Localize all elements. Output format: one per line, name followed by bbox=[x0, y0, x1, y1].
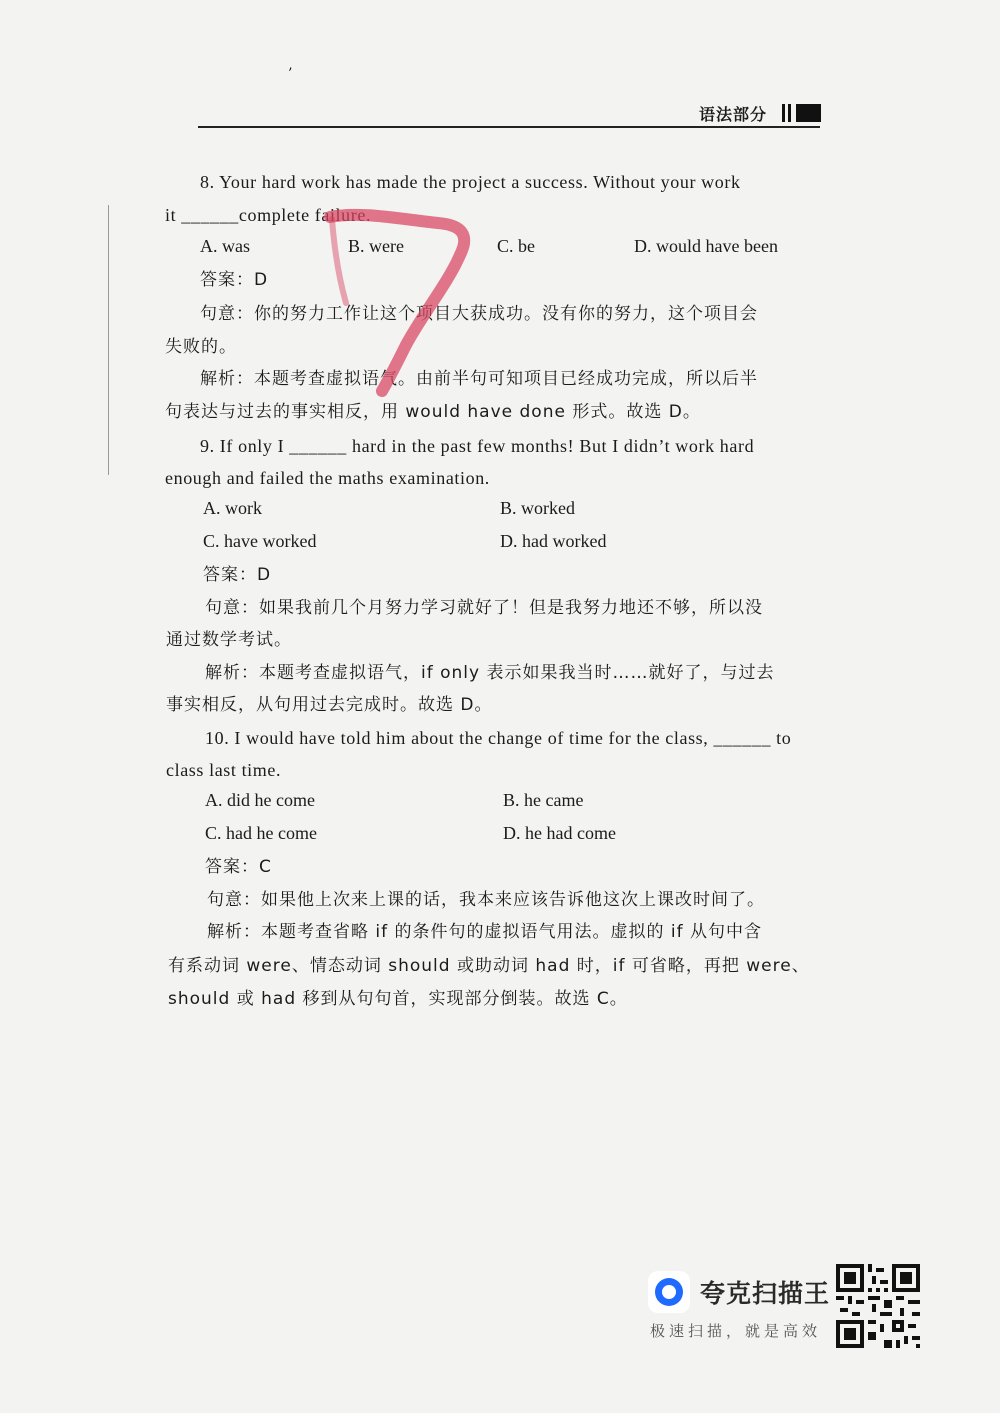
q10-stem-line1: 10. I would have told him about the change of time for the class, ______ to bbox=[205, 728, 792, 748]
q9-stem-line1: 9. If only I ______ hard in the past few months! But I didn’t work hard bbox=[200, 436, 755, 456]
q8-meaning-line1: 句意：你的努力工作让这个项目大获成功。没有你的努力，这个项目会 bbox=[200, 304, 758, 324]
q10-meaning-line1: 句意：如果他上次来上课的话，我本来应该告诉他这次上课改时间了。 bbox=[207, 890, 765, 910]
q9-meaning-line1: 句意：如果我前几个月努力学习就好了！但是我努力地还不够，所以没 bbox=[205, 598, 763, 618]
q9-answer: 答案：D bbox=[203, 565, 272, 585]
q10-option-d: D. he had come bbox=[503, 823, 616, 843]
q10-analysis-line1: 解析：本题考查省略 if 的条件句的虚拟语气用法。虚拟的 if 从句中含 bbox=[207, 922, 763, 942]
q10-answer: 答案：C bbox=[205, 857, 272, 877]
q8-answer: 答案：D bbox=[200, 270, 269, 290]
q8-meaning-line2: 失败的。 bbox=[165, 337, 237, 357]
q9-stem-line2: enough and failed the maths examination. bbox=[165, 468, 490, 488]
q8-option-d: D. would have been bbox=[634, 236, 778, 256]
section-title: 语法部分 bbox=[699, 105, 768, 124]
scanner-watermark bbox=[648, 1268, 838, 1348]
header-rule bbox=[198, 126, 820, 128]
q8-option-c: C. be bbox=[497, 236, 535, 256]
q9-option-c: C. have worked bbox=[203, 531, 317, 551]
q9-option-a: A. work bbox=[203, 498, 262, 518]
q9-option-b: B. worked bbox=[500, 498, 575, 518]
q10-option-c: C. had he come bbox=[205, 823, 317, 843]
handwritten-check-mark bbox=[320, 195, 480, 405]
q8-stem-line2: it ______complete failure. bbox=[165, 205, 372, 225]
section-marker-icon bbox=[782, 104, 822, 122]
q8-option-a: A. was bbox=[200, 236, 250, 256]
q8-option-b: B. were bbox=[348, 236, 404, 256]
q8-stem-line1: 8. Your hard work has made the project a success. Without your work bbox=[200, 172, 741, 192]
quark-scanner-logo-icon bbox=[648, 1271, 690, 1313]
q10-analysis-line3: should 或 had 移到从句句首，实现部分倒装。故选 C。 bbox=[168, 989, 628, 1009]
scan-edge-line bbox=[108, 205, 109, 475]
q9-analysis-line2: 事实相反，从句用过去完成时。故选 D。 bbox=[166, 695, 493, 715]
q10-option-a: A. did he come bbox=[205, 790, 315, 810]
q10-analysis-line2: 有系动词 were、情态动词 should 或助动词 had 时，if 可省略，再把 were、 bbox=[168, 956, 810, 976]
q8-analysis-line2: 句表达与过去的事实相反，用 would have done 形式。故选 D。 bbox=[165, 402, 701, 422]
q9-analysis-line1: 解析：本题考查虚拟语气，if only 表示如果我当时……就好了，与过去 bbox=[205, 663, 775, 683]
watermark-slogan: 极速扫描，就是高效 bbox=[650, 1322, 822, 1340]
q8-analysis-line1: 解析：本题考查虚拟语气。由前半句可知项目已经成功完成，所以后半 bbox=[200, 369, 758, 389]
q9-option-d: D. had worked bbox=[500, 531, 607, 551]
q10-stem-line2: class last time. bbox=[166, 760, 282, 780]
q9-meaning-line2: 通过数学考试。 bbox=[166, 630, 292, 650]
q10-option-b: B. he came bbox=[503, 790, 584, 810]
qr-code-icon bbox=[836, 1264, 920, 1348]
watermark-brand: 夸克扫描王 bbox=[700, 1279, 831, 1308]
corner-mark: ’ bbox=[288, 66, 293, 82]
